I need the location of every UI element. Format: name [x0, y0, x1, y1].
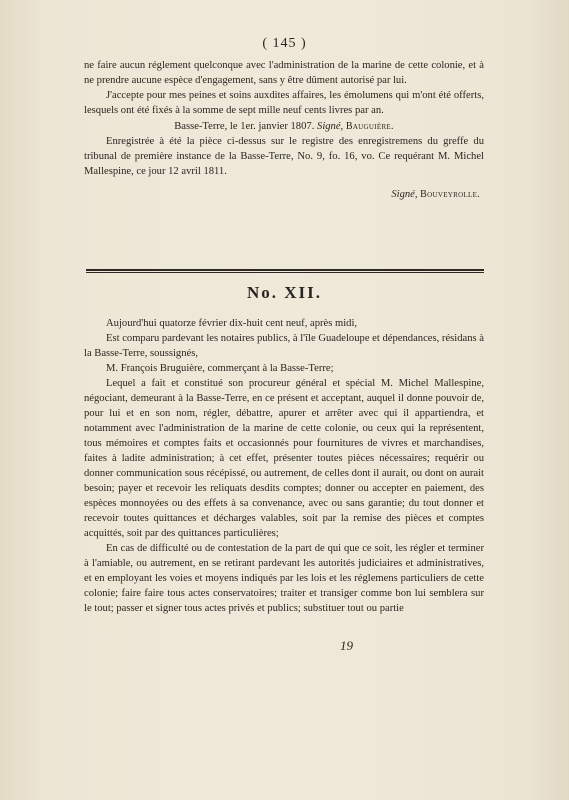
paragraph: En cas de difficulté ou de contestation de la part de qui que ce soit, les régler et terminer à l'amiable, ou autrement, en se retirant pardevant les autorités judiciaires et administratives, et en employant les voies et moyens indiqués par les lois et les réglemens particuliers de cette colonie; faire faire tous actes conservatoires; traiter et transiger comme bon lui semblera sur le tout; passer et signer tous actes privés et publics; substituer tout ou partie	[84, 543, 484, 614]
paragraph: J'accepte pour mes peines et soins auxdites affaires, les émolumens qui m'ont été offerts, lesquels ont été fixés à la somme de sept mille neuf cents livres par an.	[84, 90, 484, 116]
registration-paragraph: Enregistrée à été la pièce ci-dessus sur le registre des enregistremens du greffe du tribunal de première instance de la Basse-Terre, No. 9, fo. 16, vo. Ce requérant M. Michel Mallespine, ce jour 12 avril 1811.	[84, 136, 484, 177]
paragraph: ne faire aucun réglement quelconque avec l'administration de la marine de cette colonie, et à ne prendre aucune espèce d'engagement, sans y être dûment autorisé par lui.	[84, 60, 484, 86]
section-divider	[86, 269, 484, 273]
signer-name: Bouveyrolle.	[420, 189, 480, 200]
signed-label: Signé,	[317, 121, 344, 132]
paragraph: Aujourd'hui quatorze février dix-huit cent neuf, après midi,	[106, 318, 358, 329]
signed-label: Signé,	[391, 189, 418, 200]
top-text-block	[84, 58, 484, 202]
paragraph: Est comparu pardevant les notaires publics, à l'île Guadeloupe et dépendances, résidans à la Basse-Terre, soussignés,	[84, 333, 484, 359]
page-number: ( 145 )	[262, 36, 307, 51]
registration-signature	[84, 187, 484, 202]
section-heading: No. XII.	[246, 283, 323, 302]
paragraph: M. François Bruguière, commerçant à la Basse-Terre;	[106, 363, 334, 374]
signer-name: Bauguière.	[345, 121, 394, 132]
paragraph: Lequel a fait et constitué son procureur général et spécial M. Michel Mallespine, négociant, demeurant à la Basse-Terre, en ce présent et acceptant, auquel il donne pouvoir de, pour lui et en son nom, régler, débattre, apurer et arrêter avec qui il appartiendra, et notamment avec l'administration de la marine de cette colonie, ou ceux qui la représentent, tous mémoires et comptes faits et occasionnés pour fournitures de vivres et marchandises, faites à ladite administration; à cet effet, présenter toutes pièces nécessaires; requérir ou donner communication sous récépissé, ou autrement, de celles dont il aurait, ou dont on aurait besoin; payer et recevoir les reliquats desdits comptes; donner ou accepter en paiement, des espèces monnoyées ou des effets à sa convenance, avec ou sans garantie; du tout donner et recevoir toutes quittances et décharges valables, soit par la remise des pièces et comptes acquittés, soit par des quittances particulières;	[84, 378, 484, 539]
catchword: 19	[340, 638, 353, 653]
main-text-block	[84, 316, 484, 616]
signature-line	[84, 119, 484, 134]
place-date: Basse-Terre, le 1er. janvier 1807.	[174, 121, 315, 132]
